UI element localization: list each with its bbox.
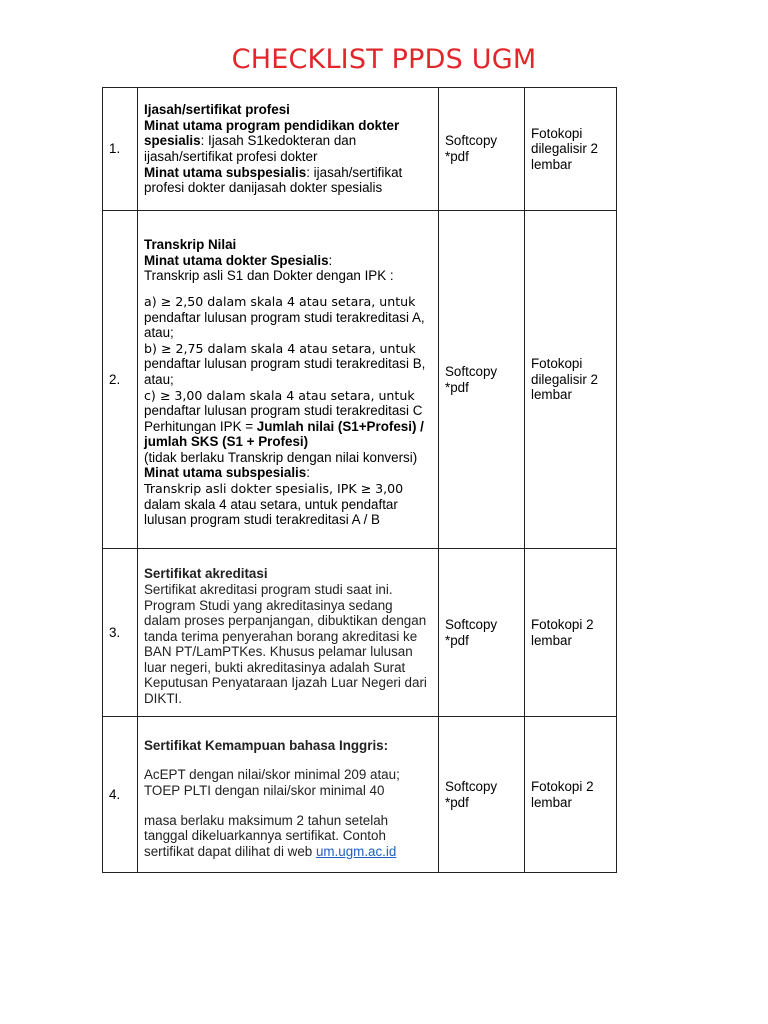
requirement-text: : Ijasah S1kedokteran dan ijasah/sertifikat profesi dokter (144, 133, 357, 164)
requirement-paragraph (144, 165, 432, 196)
requirement-heading: Ijasah/sertifikat profesi (144, 102, 290, 118)
requirement-description (138, 549, 439, 717)
checklist-table (102, 87, 617, 873)
row-number: 2. (103, 211, 138, 549)
requirement-label: Minat utama subspesialis (144, 164, 307, 180)
criterion-b-text: pendaftar lulusan program studi terakreditasi B, atau; (144, 356, 426, 387)
table-row (103, 211, 617, 549)
softcopy-cell: Softcopy *pdf (439, 211, 525, 549)
website-link[interactable]: um.ugm.ac.id (315, 843, 397, 859)
test-requirement: TOEP PLTI dengan nilai/skor minimal 40 (144, 782, 385, 798)
ipk-note: (tidak berlaku Transkrip dengan nilai konversi) (144, 449, 418, 465)
hardcopy-cell: Fotokopi dilegalisir 2 lembar (525, 211, 617, 549)
requirement-paragraph (144, 253, 432, 269)
validity-note-text: masa berlaku maksimum 2 tahun setelah tanggal dikeluarkannya sertifikat. Contoh sertifikat dapat dilihat di web (144, 812, 389, 859)
criterion-b: b) ≥ 2,75 dalam skala 4 atau setara, untuk (144, 340, 416, 356)
table-row (103, 717, 617, 873)
hardcopy-cell: Fotokopi 2 lembar (525, 717, 617, 873)
requirement-description (138, 717, 439, 873)
criterion-a: a) ≥ 2,50 dalam skala 4 atau setara, untuk (144, 293, 416, 309)
validity-note (144, 813, 432, 860)
requirement-text: : ijasah/sertifikat profesi dokter danijasah dokter spesialis (144, 164, 403, 196)
ipk-prefix: Perhitungan IPK = (144, 418, 257, 434)
row-number: 4. (103, 717, 138, 873)
softcopy-cell: Softcopy *pdf (439, 88, 525, 211)
criterion-c: c) ≥ 3,00 dalam skala 4 atau setara, untuk (144, 387, 415, 403)
criterion-c-text: pendaftar lulusan program studi terakreditasi C (144, 403, 423, 419)
hardcopy-cell: Fotokopi dilegalisir 2 lembar (525, 88, 617, 211)
page-title: CHECKLIST PPDS UGM (231, 44, 537, 75)
row-number: 1. (103, 88, 138, 211)
spacer (144, 284, 432, 294)
table-row (103, 549, 617, 717)
requirement-heading: Sertifikat Kemampuan bahasa Inggris: (144, 737, 389, 753)
requirement-label: Minat utama dokter Spesialis (144, 252, 329, 268)
subspecialist-criterion-text: dalam skala 4 atau setara, untuk pendaftar lulusan program studi terakreditasi A / B (144, 496, 398, 528)
ipk-formula-paragraph (144, 419, 432, 450)
softcopy-cell: Softcopy *pdf (439, 549, 525, 717)
spacer (144, 753, 432, 767)
spacer (144, 799, 432, 813)
requirement-description (138, 211, 439, 549)
requirement-paragraph (144, 465, 432, 481)
test-requirement: AcEPT dengan nilai/skor minimal 209 atau; (144, 767, 400, 783)
subspecialist-criterion: Transkrip asli dokter spesialis, IPK ≥ 3,00 (144, 481, 404, 497)
requirement-text: : (306, 465, 310, 481)
row-number: 3. (103, 549, 138, 717)
requirement-text: Transkrip asli S1 dan Dokter dengan IPK : (144, 268, 394, 284)
requirement-description (138, 88, 439, 211)
hardcopy-cell: Fotokopi 2 lembar (525, 549, 617, 717)
requirement-heading: Transkrip Nilai (144, 237, 237, 253)
ipk-formula: Jumlah nilai (S1+Profesi) / jumlah SKS (S1 + Profesi) (144, 418, 424, 450)
requirement-text: : (328, 252, 333, 268)
softcopy-cell: Softcopy *pdf (439, 717, 525, 873)
table-row (103, 88, 617, 211)
requirement-label: Minat utama subspesialis (144, 465, 307, 481)
requirement-body: Sertifikat akreditasi program studi saat ini. Program Studi yang akreditasinya sedang dalam proses perpanjangan, dibuktikan dengan tanda terima penyerahan borang akreditasi ke BAN PT/LamPTKes. Khusus pelamar lulusan luar negeri, bukti akreditasinya adalah Surat Keputusan Penyataraan Ijazah Luar Negeri dari DIKTI. (144, 581, 427, 707)
requirement-paragraph (144, 118, 432, 165)
criterion-a-text: pendaftar lulusan program studi terakreditasi A, atau; (144, 309, 425, 341)
requirement-heading: Sertifikat akreditasi (144, 566, 268, 582)
requirement-label: Minat utama program pendidikan dokter spesialis (144, 117, 400, 149)
